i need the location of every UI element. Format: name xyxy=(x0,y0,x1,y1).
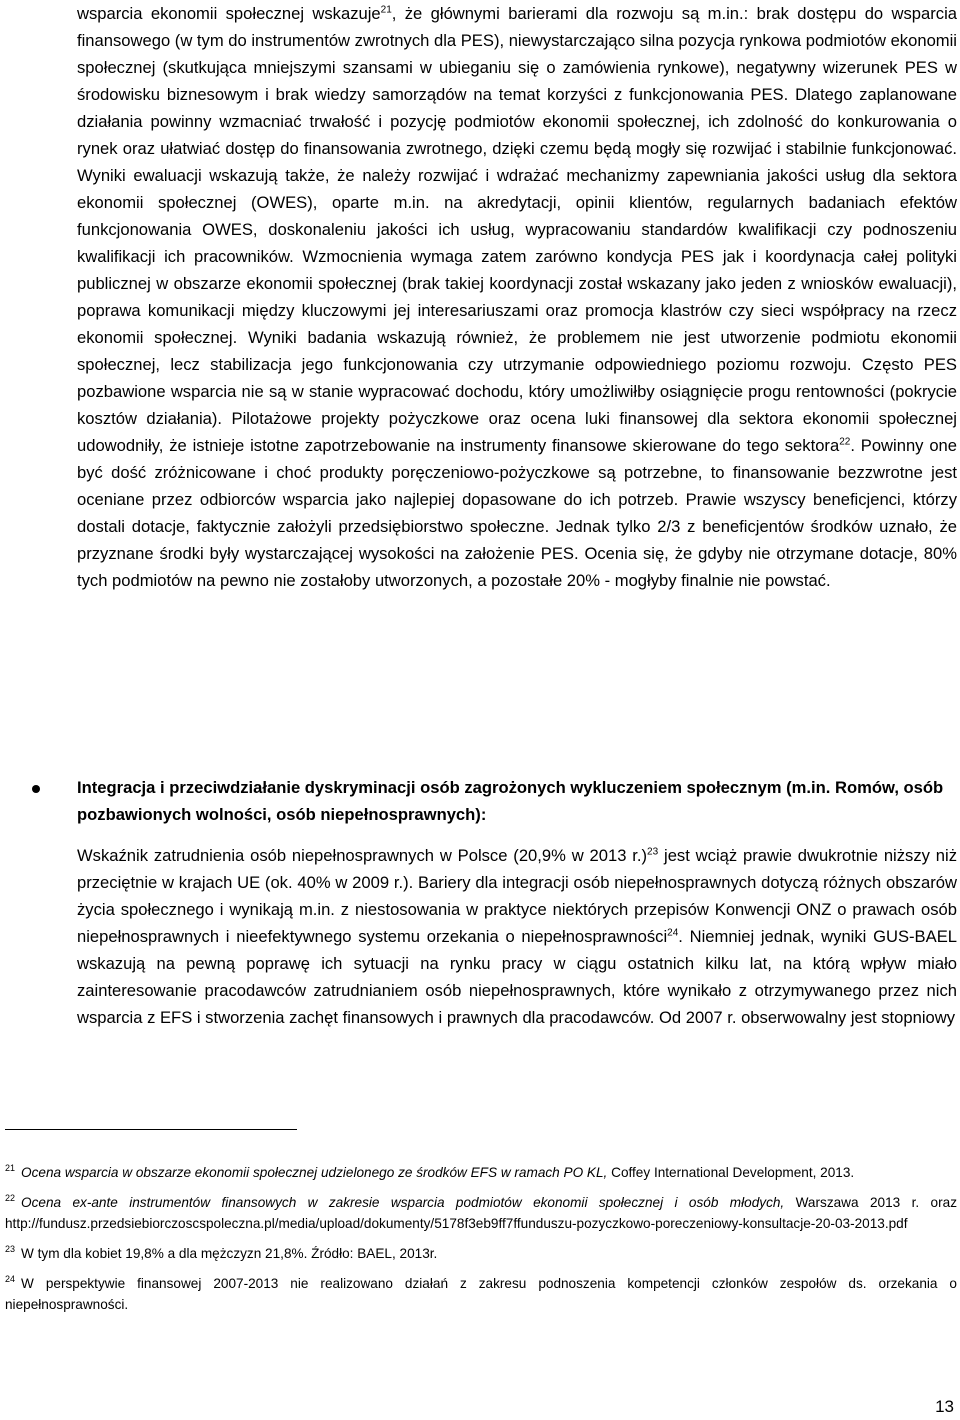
paragraph-text: Wskaźnik zatrudnienia osób niepełnosprawnych w Polsce (20,9% w 2013 r.) xyxy=(77,846,648,865)
footnote-23 xyxy=(5,1243,957,1264)
bullet-icon xyxy=(32,785,40,793)
footnote-separator xyxy=(5,1129,297,1130)
bullet-list-item xyxy=(77,774,957,828)
paragraph-text: . Niemniej jednak, wyniki GUS-BAEL wskazują na pewną poprawę ich sytuacji na rynku pracy w ciągu ostatnich kilku lat, na którą wpływ miało zainteresowanie pracodawców zatrudnianiem osób niepełnosprawnych, które wynikało z otrzymywanego przez nich wsparcia z EFS i stworzenia zachęt finansowych i prawnych dla pracodawców. Od 2007 r. obserwowalny jest stopniowy xyxy=(77,927,957,1027)
footnote-title: Ocena wsparcia w obszarze ekonomii społecznej udzielonego ze środków EFS w ramach PO KL, xyxy=(21,1165,608,1180)
paragraph-text: . Powinny one być dość zróżnicowane i choć produkty poręczeniowo-pożyczkowe są potrzebne, to finansowanie bezzwrotne jest oceniane przez odbiorców wsparcia jako najlepiej dopasowane do ich potrzeb. Prawie wszyscy beneficjenci, którzy dostali dotacje, faktycznie założyli przedsiębiorstwo społeczne. Jednak tylko 2/3 z beneficjentów środków uznało, że przyznane środki były wystarczającej wysokości na założenie PES. Ocenia się, że gdyby nie otrzymane dotacje, 80% tych podmiotów na pewno nie zostałoby utworzonych, a pozostałe 20% - mogłyby finalnie nie powstać. xyxy=(77,436,958,590)
footnote-text: W perspektywie finansowej 2007-2013 nie realizowano działań z zakresu podnoszenia kompetencji członków zespołów ds. orzekania o niepełnosprawności. xyxy=(5,1276,957,1312)
footnote-number: 23 xyxy=(5,1244,16,1255)
paragraph-text: , że głównymi barierami dla rozwoju są m.in.: brak dostępu do wsparcia finansowego (w tym do instrumentów zwrotnych dla PES), niewystarczająco silna pozycja rynkowa podmiotów ekonomii społecznej (skutkująca mniejszymi szansami w ubieganiu się o zamówienia rynkowe), negatywny wizerunek PES w środowisku biznesowym i brak wiedzy samorządów na temat korzyści z funkcjonowania PES. Dlatego zaplanowane działania powinny wzmacniać trwałość i pozycję podmiotów ekonomii społecznej, ich zdolność do konkurowania o rynek oraz ułatwiać dostęp do finansowania zwrotnego, dzięki czemu będą mogły się rozwijać i stabilnie funkcjonować. Wyniki ewaluacji wskazują także, że należy rozwijać i wdrażać mechanizmy zapewniania jakości usług dla sektora ekonomii społecznej (OWES), oparte m.in. na akredytacji, opinii klientów, regularnych badaniach efektów funkcjonowania OWES, doskonaleniu jakości ich usług, wypracowaniu standardów kwalifikacji czy podnoszeniu kwalifikacji ich pracowników. Wzmocnienia wymaga zatem zarówno kondycja PES jak i koordynacja całej polityki publicznej w obszarze ekonomii społecznej (brak takiej koordynacji został wskazany jako jeden z wniosków ewaluacji), poprawa komunikacji między kluczowymi jej interesariuszami oraz promocja klastrów czy sieci współpracy na rzecz ekonomii społecznej. Wyniki badania wskazują również, że problemem nie jest utworzenie podmiotu ekonomii społecznej, lecz stabilizacja jego funkcjonowania czy utrzymanie odpowiedniego poziomu rozwoju. Często PES pozbawione wsparcia nie są w stanie wypracować dochodu, który umożliwiłby osiągnięcie progu rentowności (pokrycie kosztów działania). Pilotażowe projekty pożyczkowe oraz ocena luki finansowej dla sektora ekonomii społecznej udowodniły, że istnieje istotne zapotrzebowanie na instrumenty finansowe skierowane do tego sektora xyxy=(77,4,957,455)
footnote-number: 22 xyxy=(5,1193,16,1204)
footnote-21 xyxy=(5,1162,957,1183)
body-paragraph xyxy=(77,0,957,594)
footnote-ref-21[interactable]: 21 xyxy=(380,4,392,16)
footnote-text[interactable]: Warszawa 2013 r. oraz http://fundusz.przedsiebiorczoscspoleczna.pl/media/upload/dokumenty/5178f3eb9ff7ffunduszu-pozyczkowo-poreczeniowy-konsultacje-20-03-2013.pdf xyxy=(5,1195,957,1231)
footnote-number: 24 xyxy=(5,1274,16,1285)
footnote-24 xyxy=(5,1273,957,1315)
footnote-ref-23[interactable]: 23 xyxy=(647,846,659,858)
footnote-number: 21 xyxy=(5,1163,16,1174)
footnote-title: Ocena ex-ante instrumentów finansowych w zakresie wsparcia podmiotów ekonomii społecznej i osób młodych, xyxy=(21,1195,785,1210)
section-heading: Integracja i przeciwdziałanie dyskryminacji osób zagrożonych wykluczeniem społecznym (m.in. Romów, osób pozbawionych wolności, osób niepełnosprawnych): xyxy=(77,778,944,824)
footnote-text: W tym dla kobiet 19,8% a dla mężczyzn 21,8%. Źródło: BAEL, 2013r. xyxy=(21,1246,438,1261)
footnote-ref-24[interactable]: 24 xyxy=(667,927,679,939)
footnote-text: Coffey International Development, 2013. xyxy=(607,1165,855,1180)
page-number: 13 xyxy=(935,1397,954,1416)
footnote-22 xyxy=(5,1192,957,1234)
paragraph-text: wsparcia ekonomii społecznej wskazuje xyxy=(77,4,381,23)
paragraph-text: jest wciąż prawie dwukrotnie niższy niż przeciętnie w krajach UE (ok. 40% w 2009 r.). Bariery dla integracji osób niepełnosprawnych dotyczą różnych obszarów życia społecznego i wynikają m.in. z niestosowania w praktyce niektórych przepisów Konwencji ONZ o prawach osób niepełnosprawnych i nieefektywnego systemu orzekania o niepełnosprawności xyxy=(77,846,957,946)
body-paragraph xyxy=(77,842,957,1031)
footnote-ref-22[interactable]: 22 xyxy=(839,436,851,448)
footnotes xyxy=(5,1162,957,1324)
